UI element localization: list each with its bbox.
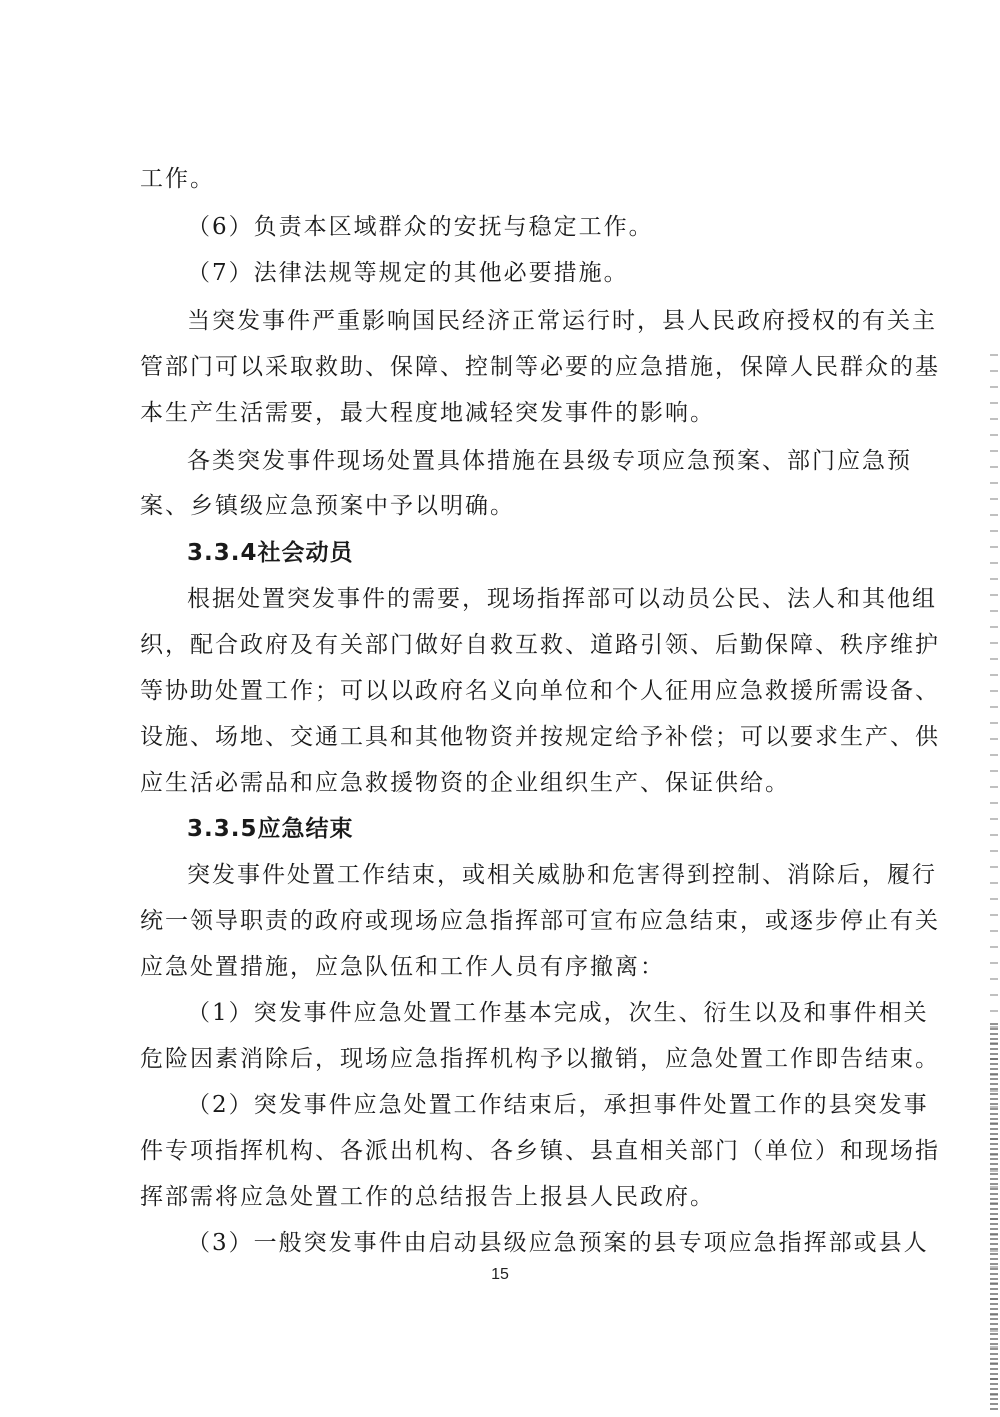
paragraph-line: 本生产生活需要，最大程度地减轻突发事件的影响。 xyxy=(140,400,715,426)
paragraph-line: 挥部需将应急处置工作的总结报告上报县人民政府。 xyxy=(140,1184,715,1210)
paragraph-line: 应生活必需品和应急救援物资的企业组织生产、保证供给。 xyxy=(140,770,790,796)
section-heading-3-3-5: 3.3.5应急结束 xyxy=(187,816,354,842)
list-item-7: （7）法律法规等规定的其他必要措施。 xyxy=(187,260,629,286)
paragraph-line: 应急处置措施，应急队伍和工作人员有序撤离： xyxy=(140,954,665,980)
list-item-3: （3）一般突发事件由启动县级应急预案的县专项应急指挥部或县人 xyxy=(187,1230,929,1256)
paragraph-line: 工作。 xyxy=(140,166,215,192)
paragraph-line: 等协助处置工作；可以以政府名义向单位和个人征用应急救援所需设备、 xyxy=(140,678,940,704)
paragraph-line: 管部门可以采取救助、保障、控制等必要的应急措施，保障人民群众的基 xyxy=(140,354,940,380)
paragraph-line: 当突发事件严重影响国民经济正常运行时，县人民政府授权的有关主 xyxy=(187,308,937,334)
paragraph-line: 件专项指挥机构、各派出机构、各乡镇、县直相关部门（单位）和现场指 xyxy=(140,1138,940,1164)
paragraph-line: 织，配合政府及有关部门做好自救互救、道路引领、后勤保障、秩序维护 xyxy=(140,632,940,658)
paragraph-line: 各类突发事件现场处置具体措施在县级专项应急预案、部门应急预 xyxy=(187,448,912,474)
paragraph-line: 突发事件处置工作结束，或相关威胁和危害得到控制、消除后，履行 xyxy=(187,862,937,888)
list-item-6: （6）负责本区域群众的安抚与稳定工作。 xyxy=(187,214,654,240)
scan-edge-marks xyxy=(990,1020,998,1410)
paragraph-line: 案、乡镇级应急预案中予以明确。 xyxy=(140,493,515,519)
paragraph-line: 根据处置突发事件的需要，现场指挥部可以动员公民、法人和其他组 xyxy=(187,586,937,612)
list-item-1: （1）突发事件应急处置工作基本完成，次生、衍生以及和事件相关 xyxy=(187,1000,929,1026)
section-heading-3-3-4: 3.3.4社会动员 xyxy=(187,540,354,566)
list-item-2: （2）突发事件应急处置工作结束后，承担事件处置工作的县突发事 xyxy=(187,1092,929,1118)
paragraph-line: 统一领导职责的政府或现场应急指挥部可宣布应急结束，或逐步停止有关 xyxy=(140,908,940,934)
paragraph-line: 设施、场地、交通工具和其他物资并按规定给予补偿；可以要求生产、供 xyxy=(140,724,940,750)
page-number: 15 xyxy=(491,1266,509,1283)
paragraph-line: 危险因素消除后，现场应急指挥机构予以撤销，应急处置工作即告结束。 xyxy=(140,1046,940,1072)
